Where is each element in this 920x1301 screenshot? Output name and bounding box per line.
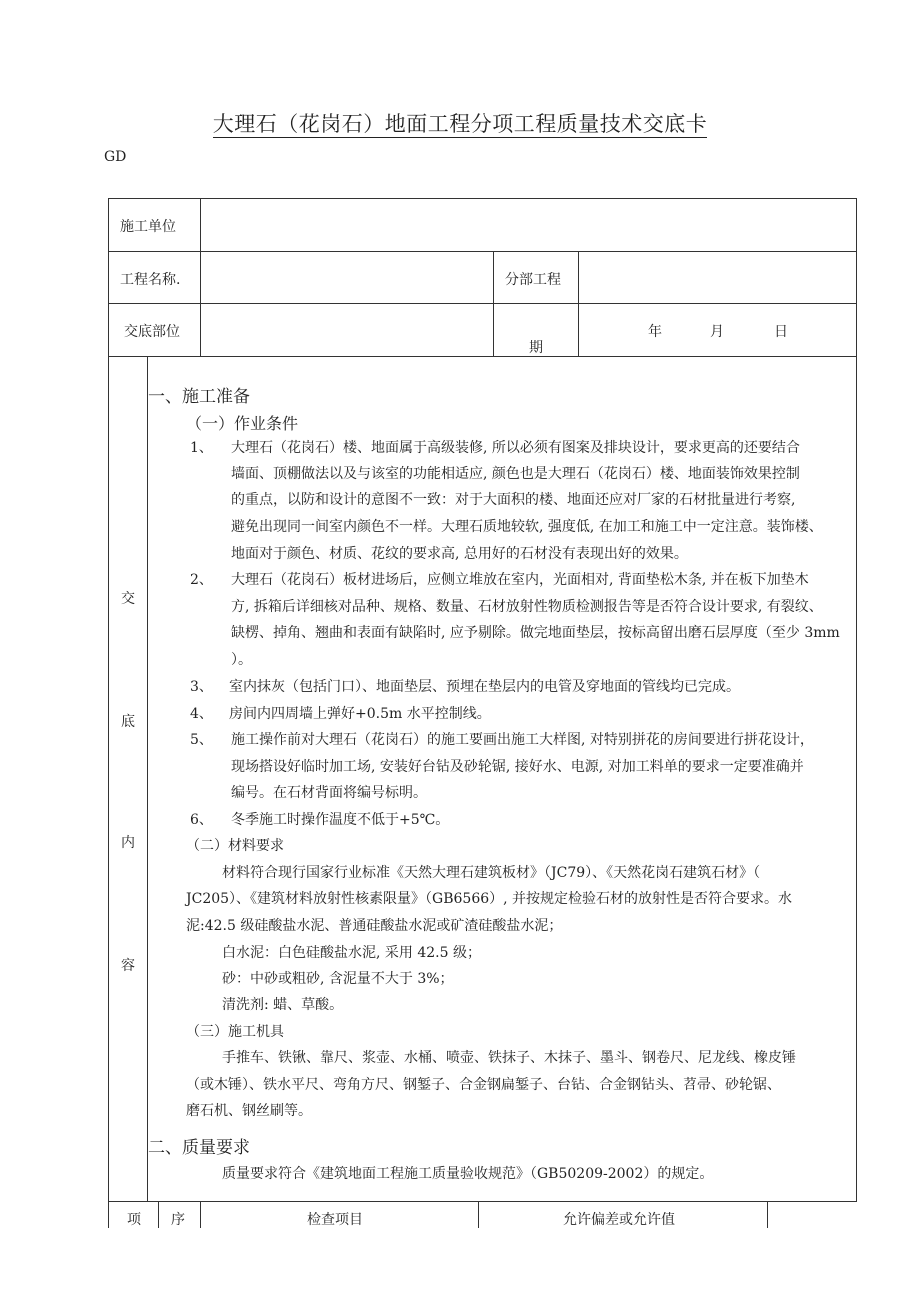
sub-project-label: 分部工程 [505,272,561,288]
row-divider [108,1201,857,1202]
materials-line: JC205）、《建筑材料放射性核素限量》（GB6566）, 并按规定检验石材的放射性是否符合要求。水 [186,891,793,907]
item-line: 墙面、顶棚做法以及与该室的功能相适应, 颜色也是大理石（花岗石）楼、地面装饰效果控制 [231,466,800,482]
materials-line: 清洗剂: 蜡、草酸。 [222,997,344,1013]
subsection-heading: （一）作业条件 [186,414,299,433]
col-divider [200,198,201,356]
item-number: 6、 [190,812,213,828]
item-line: 房间内四周墙上弹好+0.5m 水平控制线。 [229,706,491,722]
row-divider [108,356,857,357]
col-divider [158,1201,159,1228]
day-label: 日 [774,324,788,340]
document-title: 大理石（花岗石）地面工程分项工程质量技术交底卡 [212,112,708,136]
item-line: 施工操作前对大理石（花岗石）的施工要画出施工大样图, 对特别拼花的房间要进行拼花设计， [231,732,814,748]
year-label: 年 [648,324,662,340]
column-header-item: 项 [127,1212,141,1228]
tools-line: （或木锤）、铁水平尺、弯角方尺、钢錾子、合金钢扁錾子、台钻、合金钢钻头、苕帚、砂轮锯、 [186,1077,781,1093]
side-label-divider [147,356,148,1201]
item-number: 4、 [190,706,213,722]
month-label: 月 [710,324,724,340]
section-heading: 二、质量要求 [148,1138,250,1158]
subsection-heading: （三）施工机具 [186,1024,284,1040]
row-divider [108,303,857,304]
item-number: 1、 [190,440,213,456]
column-header-tolerance: 允许偏差或允许值 [563,1212,675,1228]
column-header-seq: 序 [171,1212,185,1228]
document-code: GD [104,149,127,165]
tools-line: 手推车、铁锹、靠尺、浆壶、水桶、喷壶、铁抹子、木抹子、墨斗、钢卷尺、尼龙线、橡皮锤 [222,1050,796,1066]
side-label-char: 底 [121,714,135,730]
side-label-char: 交 [121,591,135,607]
item-line: 避免出现同一间室内颜色不一样。大理石质地较软, 强度低, 在加工和施工中一定注意。装饰楼、 [231,519,823,535]
item-line: 大理石（花岗石）楼、地面属于高级装修, 所以必须有图案及排块设计，要求更高的还要结合 [231,440,800,456]
project-name-label: 工程名称. [120,272,181,288]
subsection-heading: （二）材料要求 [186,838,284,854]
tools-line: 磨石机、钢丝刷等。 [186,1103,312,1119]
table-border-top [108,198,857,199]
item-line: 冬季施工时操作温度不低于+5℃。 [231,812,450,828]
item-line: 地面对于颜色、材质、花纹的要求高, 总用好的石材没有表现出好的效果。 [231,546,688,562]
table-border-right [856,198,857,1202]
item-line: 方, 拆箱后详细核对品种、规格、数量、石材放射性物质检测报告等是否符合设计要求, 有裂纹、 [231,599,823,615]
unit-label: 施工单位 [120,219,176,235]
item-line: ）。 [231,652,252,668]
section-heading: 一、施工准备 [148,387,250,407]
item-number: 5、 [190,732,213,748]
item-line: 室内抹灰（包括门口）、地面垫层、预埋在垫层内的电管及穿地面的管线均已完成。 [229,679,740,695]
item-line: 现场搭设好临时加工场, 安装好台钻及砂轮锯, 接好水、电源, 对加工料单的要求一定要准确并 [231,759,804,775]
quality-text: 质量要求符合《建筑地面工程施工质量验收规范》（GB50209-2002）的规定。 [222,1166,714,1182]
side-label-char: 容 [121,958,135,974]
item-number: 2、 [190,572,213,588]
date-label: 期 [529,340,543,356]
side-label-char: 内 [121,835,135,851]
materials-line: 白水泥：白色硅酸盐水泥, 采用 42.5 级； [222,945,481,961]
col-divider [200,1201,201,1228]
column-header-check-item: 检查项目 [307,1212,363,1228]
materials-line: 砂：中砂或粗砂, 含泥量不大于 3%； [222,971,454,987]
item-line: 的重点，以防和设计的意图不一致：对于大面积的楼、地面还应对厂家的石材批量进行考察, [231,492,796,508]
item-line: 大理石（花岗石）板材进场后，应侧立堆放在室内，光面相对, 背面垫松木条, 并在板下加垫木 [231,572,809,588]
col-divider [493,251,494,356]
materials-line: 泥:42.5 级硅酸盐水泥、普通硅酸盐水泥或矿渣硅酸盐水泥； [186,918,563,934]
materials-line: 材料符合现行国家行业标准《天然大理石建筑板材》（JC79）、《天然花岗石建筑石材》（ [222,865,761,881]
disclosure-part-label: 交底部位 [124,324,180,340]
col-divider [767,1201,768,1228]
item-number: 3、 [190,679,213,695]
item-line: 缺楞、掉角、翘曲和表面有缺陷时, 应予剔除。做完地面垫层，按标高留出磨石层厚度（至少 3mm [231,625,840,641]
row-divider [108,251,857,252]
table-border-left [108,198,109,1228]
item-line: 编号。在石材背面将编号标明。 [231,785,427,801]
col-divider [578,251,579,356]
col-divider [478,1201,479,1228]
